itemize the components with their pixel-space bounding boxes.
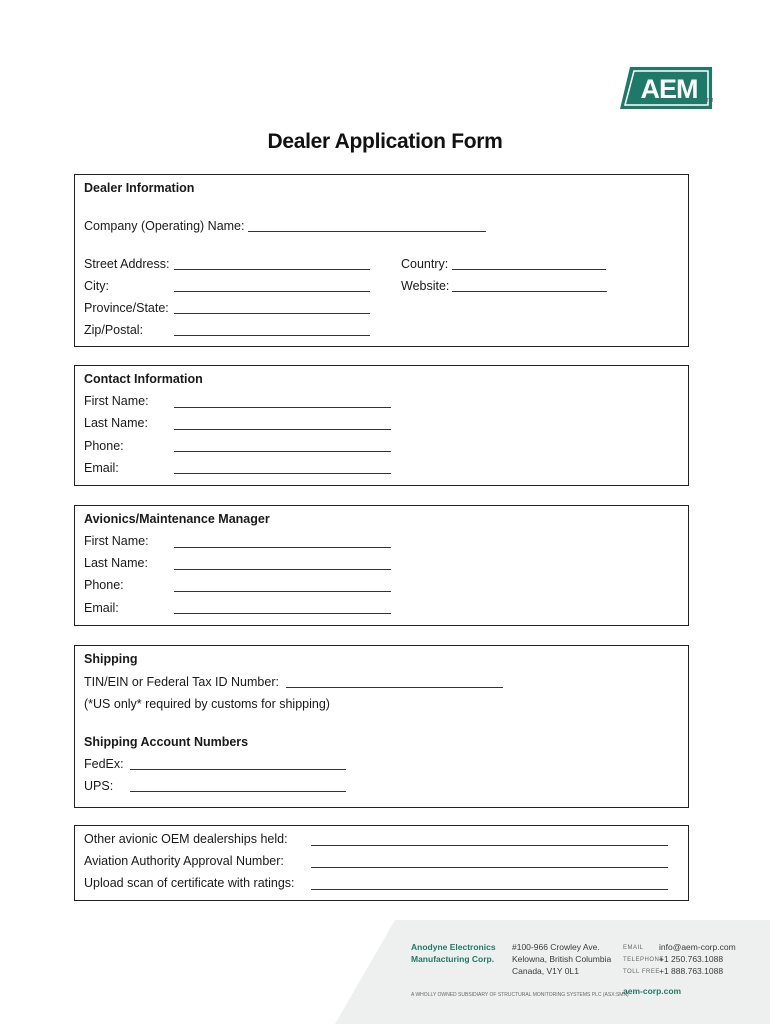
city-field[interactable] xyxy=(174,291,370,292)
country-label: Country: xyxy=(401,257,449,271)
customs-note: (*US only* required by customs for shipping) xyxy=(84,697,330,711)
contact-first-name-label: First Name: xyxy=(84,394,149,408)
street-address-field[interactable] xyxy=(174,269,370,270)
approval-number-field[interactable] xyxy=(311,867,668,868)
contact-last-name-label: Last Name: xyxy=(84,416,148,430)
logo-text: AEM xyxy=(640,74,698,104)
shipping-heading: Shipping xyxy=(84,652,138,666)
manager-heading: Avionics/Maintenance Manager xyxy=(84,512,270,526)
tax-id-field[interactable] xyxy=(286,687,503,688)
manager-phone-label: Phone: xyxy=(84,578,124,592)
manager-email-label: Email: xyxy=(84,601,119,615)
contact-phone-field[interactable] xyxy=(174,451,391,452)
aem-logo xyxy=(620,67,712,109)
manager-last-name-label: Last Name: xyxy=(84,556,148,570)
shipping-section xyxy=(74,645,689,808)
trademark-mark: TM xyxy=(706,98,714,104)
page-title: Dealer Application Form xyxy=(267,130,503,153)
manager-first-name-label: First Name: xyxy=(84,534,149,548)
zip-postal-label: Zip/Postal: xyxy=(84,323,144,337)
footer-company-line1: Anodyne Electronics xyxy=(411,942,496,952)
upload-certificate-field[interactable] xyxy=(311,889,668,890)
footer-tagline: A WHOLLY OWNED SUBSIDIARY OF STRUCTURAL MONITORING SYSTEMS PLC (ASX:SMN) xyxy=(411,992,629,998)
footer-tollfree-label: TOLL FREE xyxy=(623,969,660,975)
manager-first-name-field[interactable] xyxy=(174,547,391,548)
ups-label: UPS: xyxy=(84,779,114,793)
manager-email-field[interactable] xyxy=(174,613,391,614)
company-name-label: Company (Operating) Name: xyxy=(84,219,245,233)
footer-phone-label: TELEPHONE xyxy=(623,957,664,963)
contact-email-label: Email: xyxy=(84,461,119,475)
street-address-label: Street Address: xyxy=(84,257,170,271)
city-label: City: xyxy=(84,279,109,293)
website-label: Website: xyxy=(401,279,450,293)
fedex-label: FedEx: xyxy=(84,757,124,771)
footer-company-line2: Manufacturing Corp. xyxy=(411,954,495,964)
fedex-field[interactable] xyxy=(130,769,346,770)
footer-phone: +1 250.763.1088 xyxy=(659,954,724,964)
manager-last-name-field[interactable] xyxy=(174,569,391,570)
contact-information-heading: Contact Information xyxy=(84,372,203,386)
company-name-field[interactable] xyxy=(248,231,486,232)
footer-email[interactable]: info@aem-corp.com xyxy=(659,942,736,952)
oem-dealerships-field[interactable] xyxy=(311,845,668,846)
contact-last-name-field[interactable] xyxy=(174,429,391,430)
country-field[interactable] xyxy=(452,269,606,270)
footer-tollfree: +1 888.763.1088 xyxy=(659,966,724,976)
footer-address-line2: Kelowna, British Columbia xyxy=(512,954,612,964)
website-field[interactable] xyxy=(452,291,607,292)
province-state-field[interactable] xyxy=(174,313,370,314)
province-state-label: Province/State: xyxy=(84,301,169,315)
footer-website[interactable]: aem-corp.com xyxy=(623,986,682,996)
footer-address-line3: Canada, V1Y 0L1 xyxy=(512,966,579,976)
ups-field[interactable] xyxy=(130,791,346,792)
footer-address-line1: #100-966 Crowley Ave. xyxy=(512,942,600,952)
footer-email-label: EMAIL xyxy=(623,945,644,951)
zip-postal-field[interactable] xyxy=(174,335,370,336)
dealer-information-heading: Dealer Information xyxy=(84,181,195,195)
manager-phone-field[interactable] xyxy=(174,591,391,592)
upload-certificate-label: Upload scan of certificate with ratings: xyxy=(84,876,295,890)
contact-first-name-field[interactable] xyxy=(174,407,391,408)
shipping-accounts-heading: Shipping Account Numbers xyxy=(84,735,249,749)
contact-email-field[interactable] xyxy=(174,473,391,474)
contact-phone-label: Phone: xyxy=(84,439,124,453)
oem-dealerships-label: Other avionic OEM dealerships held: xyxy=(84,832,288,846)
approval-number-label: Aviation Authority Approval Number: xyxy=(84,854,284,868)
tax-id-label: TIN/EIN or Federal Tax ID Number: xyxy=(84,675,279,689)
